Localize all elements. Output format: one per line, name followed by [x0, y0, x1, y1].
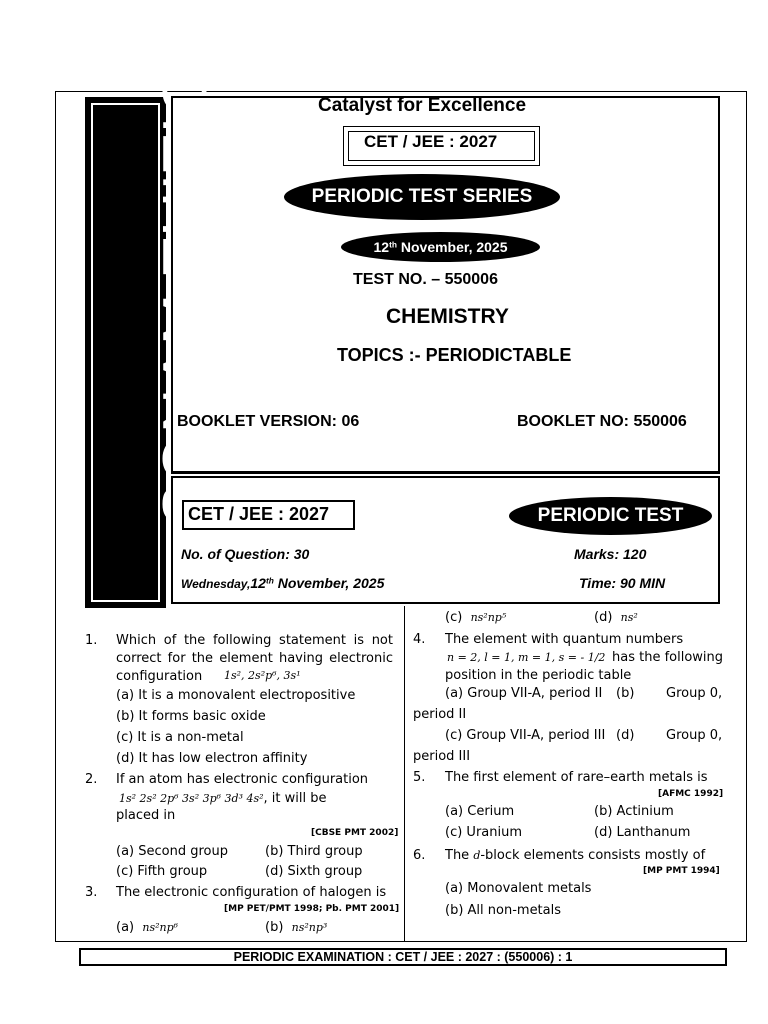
q4-option-d-label: (d) [616, 728, 635, 743]
q6-option-a: (a) Monovalent metals [445, 881, 592, 896]
booklet-version: BOOKLET VERSION: 06 [177, 413, 360, 430]
q5-text: The first element of rare–earth metals is [445, 770, 708, 785]
exam-duration: Time: 90 MIN [579, 575, 666, 591]
test-number: TEST NO. – 550006 [353, 271, 498, 288]
exam-date: Wednesday,12th November, 2025 [181, 575, 385, 591]
q2-number: 2. [85, 772, 98, 787]
q1-option-b: (b) It forms basic oxide [116, 709, 266, 724]
q5-option-a: (a) Cerium [445, 804, 515, 819]
info-exam-title: CET / JEE : 2027 [188, 504, 330, 524]
subject-title: CHEMISTRY [386, 305, 509, 328]
q5-option-d: (d) Lanthanum [594, 825, 691, 840]
q4-text: The element with quantum numbers [445, 632, 684, 647]
q3-source: [MP PET/PMT 1998; Pb. PMT 2001] [224, 904, 400, 914]
q6-option-b: (b) All non-metals [445, 903, 562, 918]
q5-option-c: (c) Uranium [445, 825, 523, 840]
q6-text: The d-block elements consists mostly of [445, 848, 706, 863]
q2-option-c: (c) Fifth group [116, 864, 208, 879]
series-badge: PERIODIC TEST SERIES [284, 174, 560, 220]
sidebar-banner-frame [91, 66, 220, 602]
booklet-number: BOOKLET NO: 550006 [517, 413, 687, 430]
q6-source: [MP PMT 1994] [643, 866, 720, 876]
q3-text: The electronic configuration of halogen is [116, 885, 387, 900]
q4-text-cont2: position in the periodic table [445, 668, 632, 683]
q4-option-b-cont: period II [413, 707, 467, 722]
page-footer: PERIODIC EXAMINATION : CET / JEE : 2027 : (550006) : 1 [79, 948, 727, 966]
q1-option-c: (c) It is a non-metal [116, 730, 244, 745]
q1-text: Which of the following statement is not correct for the element having electronic configuration [116, 633, 393, 684]
column-divider [404, 606, 405, 942]
q2-option-a: (a) Second group [116, 844, 228, 859]
q2-option-b: (b) Third group [265, 844, 363, 859]
exam-title: CET / JEE : 2027 [364, 132, 498, 151]
q1-config: 1s², 2s²p⁶, 3s¹ [224, 669, 301, 682]
q2-text: If an atom has electronic configuration [116, 772, 369, 787]
total-marks: Marks: 120 [574, 546, 647, 562]
q1-number: 1. [85, 633, 98, 648]
q3-number: 3. [85, 885, 98, 900]
q3-option-c: (c) ns²np⁵ [445, 610, 507, 625]
q3-option-b: (b) ns²np³ [265, 920, 328, 935]
q4-text-cont: has the following [612, 650, 724, 665]
date-badge: 12th November, 2025 [341, 232, 540, 262]
q4-option-d: Group 0, [666, 728, 723, 743]
q1-option-a: (a) It is a monovalent electropositive [116, 688, 356, 703]
institute-name: SONAM TUITIO [150, 66, 220, 525]
q4-option-b-label: (b) [616, 686, 635, 701]
q2-config: 1s² 2s² 2p⁶ 3s² 3p⁶ 3d³ 4s², it will be [119, 791, 327, 806]
q6-number: 6. [413, 848, 426, 863]
periodic-test-badge: PERIODIC TEST [509, 497, 712, 535]
q4-option-d-cont: period III [413, 749, 471, 764]
question-count: No. of Question: 30 [181, 546, 310, 562]
sidebar-banner [85, 66, 220, 608]
topics-title: TOPICS :- PERIODICTABLE [337, 345, 572, 365]
q3-option-a: (a) ns²np⁶ [116, 920, 179, 935]
q2-text-cont: placed in [116, 808, 176, 823]
q2-source: [CBSE PMT 2002] [311, 828, 399, 838]
q4-option-b: Group 0, [666, 686, 723, 701]
q1-option-d: (d) It has low electron affinity [116, 751, 308, 766]
q5-number: 5. [413, 770, 426, 785]
q4-option-c: (c) Group VII-A, period III [445, 728, 606, 743]
q4-quantum-numbers: n = 2, l = 1, m = 1, s = - 1/2 [447, 651, 606, 664]
q4-option-a: (a) Group VII-A, period II [445, 686, 603, 701]
tagline: Catalyst for Excellence [318, 95, 527, 116]
q5-option-b: (b) Actinium [594, 804, 674, 819]
q4-number: 4. [413, 632, 426, 647]
q2-option-d: (d) Sixth group [265, 864, 363, 879]
q3-option-d: (d) ns² [594, 610, 638, 625]
q5-source: [AFMC 1992] [658, 789, 724, 799]
